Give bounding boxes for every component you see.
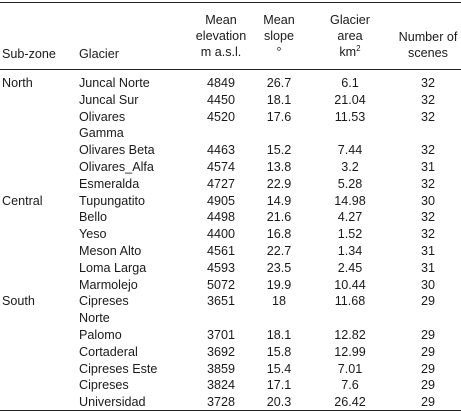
glacier-cell: Tupungatito	[79, 193, 146, 208]
table-row	[0, 344, 461, 360]
area-cell: 12.82	[334, 328, 366, 342]
table-row	[0, 176, 461, 192]
elevation-cell: 4498	[206, 210, 236, 225]
area-cell: 11.68	[334, 294, 366, 309]
glacier-cell: Meson Alto	[79, 244, 142, 258]
glacier-cell: Universidad	[79, 395, 146, 410]
slope-cell: 19.9	[266, 277, 292, 292]
area-cell: 12.99	[334, 344, 366, 359]
table-row	[0, 226, 461, 242]
table-row	[0, 310, 461, 326]
subzone-cell: North	[2, 76, 33, 90]
scenes-cell: 29	[420, 294, 435, 309]
scenes-cell: 32	[420, 76, 435, 90]
table-row	[0, 394, 461, 410]
area-cell: 21.04	[334, 92, 366, 107]
glacier-cell: Cortaderal	[79, 344, 138, 359]
glacier-cell: Olivares	[79, 109, 126, 124]
area-cell: 2.45	[337, 260, 363, 275]
scenes-cell: 32	[420, 109, 435, 124]
area-cell: 7.44	[337, 143, 363, 158]
scenes-cell: 32	[420, 210, 435, 225]
table-row	[0, 293, 461, 309]
glacier-cell: Bello	[79, 210, 108, 225]
slope-cell: 13.8	[266, 160, 292, 174]
glacier-cell: Marmolejo	[79, 277, 138, 292]
header-subzone: Sub-zone	[2, 47, 56, 61]
glacier-cell: Yeso	[79, 227, 107, 242]
glacier-cell: Cipreses Este	[79, 361, 158, 376]
slope-cell: 20.3	[266, 395, 292, 410]
elevation-cell: 3728	[206, 395, 236, 410]
elevation-cell: 3701	[206, 328, 236, 342]
glacier-cell: Cipreses	[79, 294, 129, 309]
table-row	[0, 159, 461, 175]
elevation-cell: 5072	[206, 277, 236, 292]
slope-cell: 18	[271, 294, 286, 309]
area-cell: 14.98	[334, 193, 366, 208]
table-row	[0, 75, 461, 91]
slope-cell: 18.1	[266, 92, 292, 107]
glacier-cell: Olivares_Alfa	[79, 160, 154, 174]
scenes-cell: 30	[420, 193, 435, 208]
elevation-cell: 4561	[206, 244, 236, 258]
scenes-cell: 32	[420, 176, 435, 191]
slope-cell: 15.2	[266, 143, 292, 158]
glacier-cell: Esmeralda	[79, 176, 140, 191]
elevation-cell: 4849	[206, 76, 236, 90]
area-cell: 26.42	[334, 395, 366, 410]
table-row	[0, 209, 461, 225]
table-row	[0, 125, 461, 141]
top-rule	[0, 2, 461, 3]
elevation-cell: 3651	[206, 294, 236, 309]
area-cell: 7.01	[337, 361, 363, 376]
glacier-cell: Cipreses	[79, 378, 129, 393]
glacier-cell: Olivares Beta	[79, 143, 155, 158]
slope-cell: 22.7	[266, 244, 292, 258]
glacier-cell: Loma Larga	[79, 260, 147, 275]
glacier-cell: Norte	[79, 311, 110, 326]
area-cell: 11.53	[334, 109, 366, 124]
header-slope: Mean slope °	[263, 13, 295, 59]
scenes-cell: 31	[420, 244, 435, 258]
elevation-cell: 4463	[206, 143, 236, 158]
slope-cell: 16.8	[266, 227, 292, 242]
elevation-cell: 3692	[206, 344, 236, 359]
elevation-cell: 4593	[206, 260, 236, 275]
elevation-cell: 4520	[206, 109, 236, 124]
elevation-cell: 4727	[206, 176, 236, 191]
table-row	[0, 243, 461, 259]
scenes-cell: 29	[420, 344, 435, 359]
header-elevation: Mean elevation m a.s.l.	[195, 13, 247, 59]
slope-cell: 22.9	[266, 176, 292, 191]
table-row	[0, 92, 461, 108]
table-row	[0, 142, 461, 158]
area-cell: 5.28	[337, 176, 363, 191]
scenes-cell: 29	[420, 328, 435, 342]
table-row	[0, 377, 461, 393]
table-row	[0, 109, 461, 125]
area-cell: 4.27	[337, 210, 363, 225]
scenes-cell: 30	[420, 277, 435, 292]
area-cell: 1.34	[337, 244, 363, 258]
header-scenes: Number of scenes	[398, 30, 458, 60]
area-cell: 3.2	[341, 160, 359, 174]
scenes-cell: 32	[420, 227, 435, 242]
slope-cell: 17.1	[266, 378, 292, 393]
slope-cell: 15.8	[266, 344, 292, 359]
slope-cell: 15.4	[266, 361, 292, 376]
area-cell: 1.52	[337, 227, 363, 242]
table-row	[0, 277, 461, 293]
elevation-cell: 4450	[206, 92, 236, 107]
slope-cell: 17.6	[266, 109, 292, 124]
bottom-rule	[0, 410, 461, 411]
glacier-cell: Palomo	[79, 328, 122, 342]
slope-cell: 14.9	[266, 193, 292, 208]
subzone-cell: Central	[2, 193, 43, 208]
elevation-cell: 3859	[206, 361, 236, 376]
scenes-cell: 29	[420, 395, 435, 410]
header-rule	[0, 69, 461, 70]
scenes-cell: 32	[420, 92, 435, 107]
area-cell: 6.1	[341, 76, 359, 90]
scenes-cell: 29	[420, 361, 435, 376]
area-cell: 7.6	[341, 378, 359, 393]
slope-cell: 26.7	[266, 76, 292, 90]
table-row	[0, 193, 461, 209]
glacier-cell: Gamma	[79, 126, 124, 141]
elevation-cell: 3824	[206, 378, 236, 393]
slope-cell: 18.1	[266, 328, 292, 342]
subzone-cell: South	[2, 294, 35, 309]
elevation-cell: 4400	[206, 227, 236, 242]
elevation-cell: 4905	[206, 193, 236, 208]
slope-cell: 21.6	[266, 210, 292, 225]
scenes-cell: 31	[420, 260, 435, 275]
glacier-cell: Juncal Norte	[79, 76, 150, 90]
scenes-cell: 31	[420, 160, 435, 174]
glacier-cell: Juncal Sur	[79, 92, 139, 107]
table-row	[0, 327, 461, 343]
scenes-cell: 32	[420, 143, 435, 158]
area-cell: 10.44	[334, 277, 366, 292]
header-glacier: Glacier	[79, 47, 119, 61]
header-area: Glacier area $km^2$	[330, 13, 370, 59]
scenes-cell: 29	[420, 378, 435, 393]
table-row	[0, 260, 461, 276]
slope-cell: 23.5	[266, 260, 292, 275]
elevation-cell: 4574	[206, 160, 236, 174]
table-row	[0, 361, 461, 377]
